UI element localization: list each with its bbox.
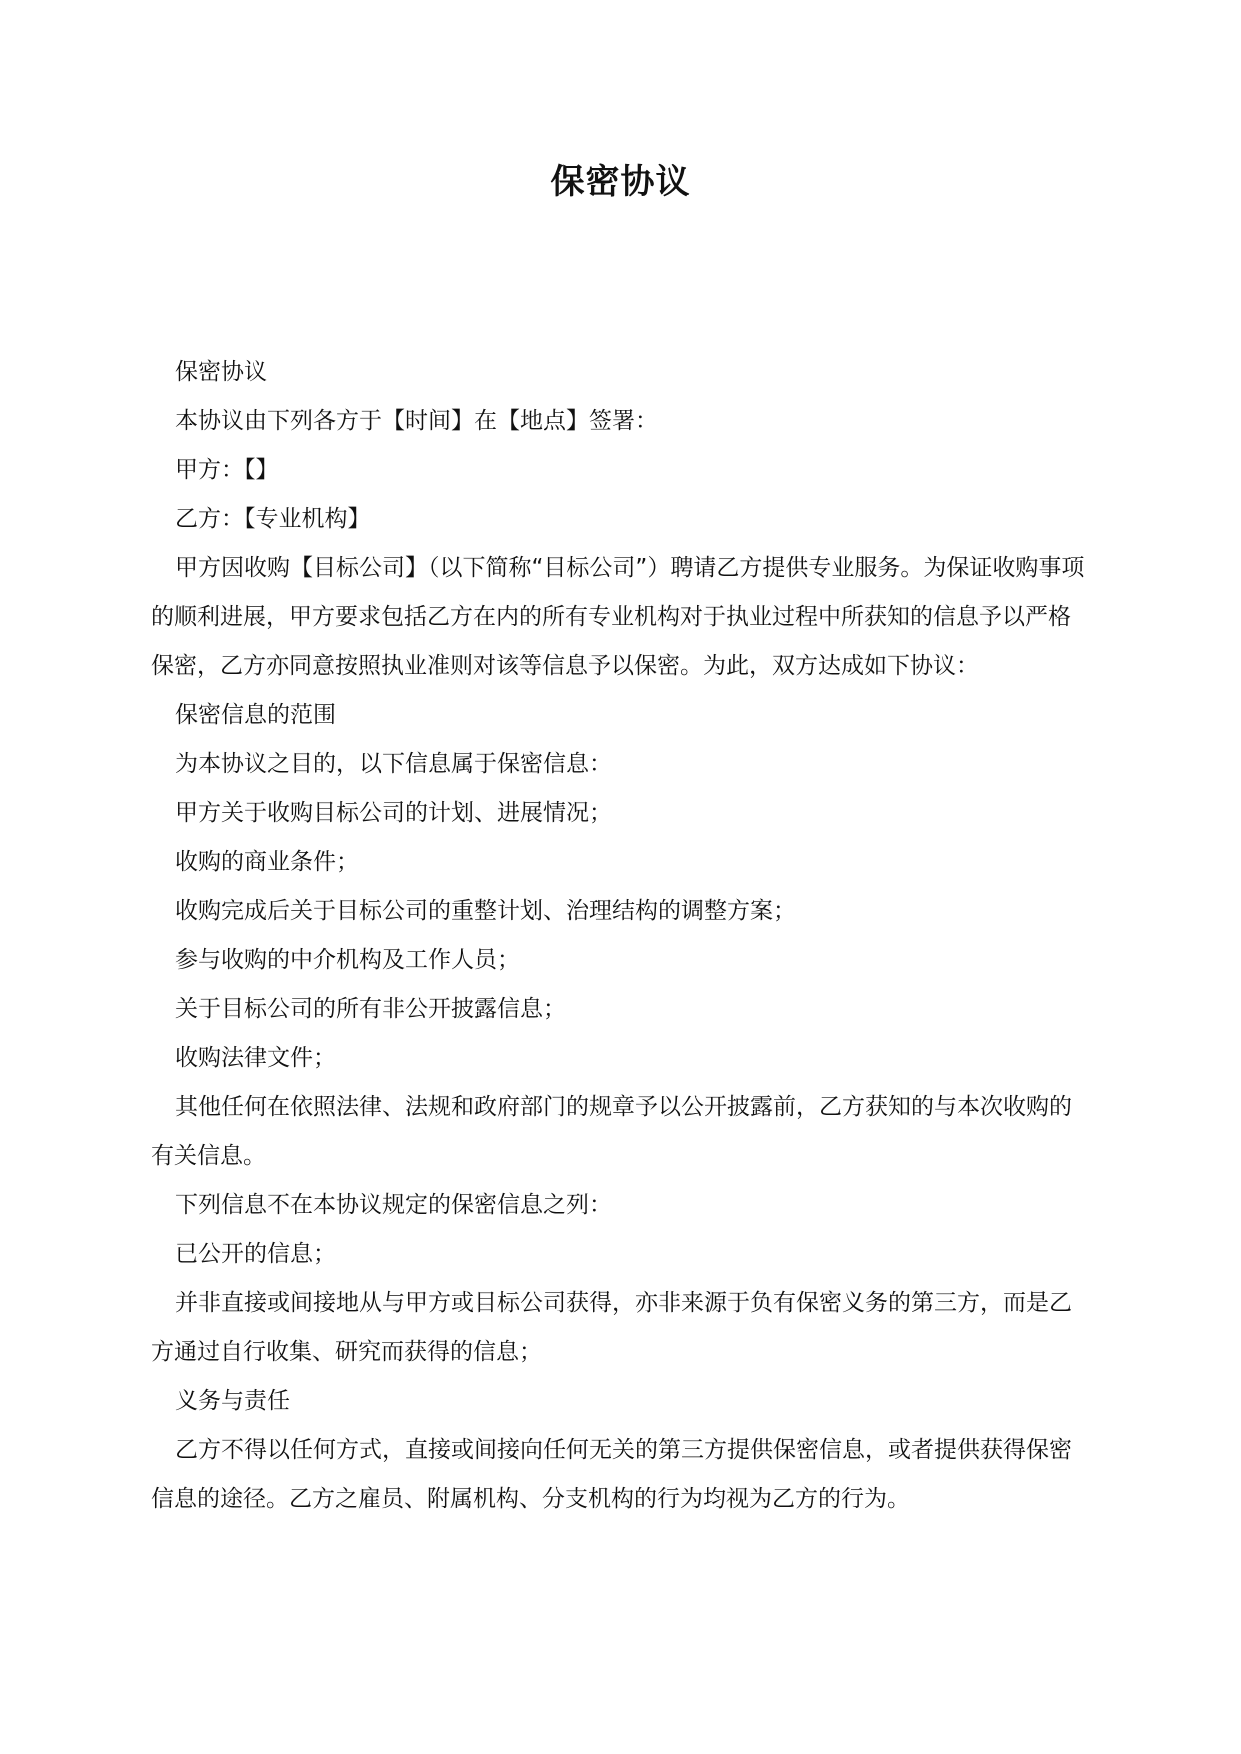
paragraph-party-b: 乙方：【专业机构】 bbox=[175, 506, 371, 532]
list-item: 并非直接或间接地从与甲方或目标公司获得，亦非来源于负有保密义务的第三方，而是乙方通过自行收集、研究而获得的信息； bbox=[151, 1290, 1072, 1365]
paragraph-party-a: 甲方：【】 bbox=[175, 457, 279, 483]
list-item: 收购的商业条件； bbox=[175, 849, 359, 875]
list-item: 已公开的信息； bbox=[175, 1241, 336, 1267]
section-heading-obligations: 义务与责任 bbox=[175, 1388, 290, 1414]
list-item: 参与收购的中介机构及工作人员； bbox=[175, 947, 520, 973]
paragraph-preamble: 甲方因收购【目标公司】（以下简称“目标公司”）聘请乙方提供专业服务。为保证收购事项的顺利进展，甲方要求包括乙方在内的所有专业机构对于执业过程中所获知的信息予以严格保密，乙方亦同意按照执业准则对该等信息予以保密。为此，双方达成如下协议： bbox=[151, 555, 1085, 679]
list-item: 收购法律文件； bbox=[175, 1045, 336, 1071]
document-body bbox=[151, 348, 1091, 1524]
paragraph-heading: 保密协议 bbox=[175, 359, 267, 385]
list-item: 关于目标公司的所有非公开披露信息； bbox=[175, 996, 566, 1022]
list-item: 其他任何在依照法律、法规和政府部门的规章予以公开披露前，乙方获知的与本次收购的有关信息。 bbox=[151, 1094, 1072, 1169]
paragraph-scope-intro: 为本协议之目的，以下信息属于保密信息： bbox=[175, 751, 612, 777]
section-heading-scope: 保密信息的范围 bbox=[175, 702, 336, 728]
paragraph-exclusions-intro: 下列信息不在本协议规定的保密信息之列： bbox=[175, 1192, 612, 1218]
list-item: 收购完成后关于目标公司的重整计划、治理结构的调整方案； bbox=[175, 898, 796, 924]
paragraph-signing-info: 本协议由下列各方于【时间】在【地点】签署： bbox=[175, 408, 658, 434]
paragraph-obligations: 乙方不得以任何方式，直接或间接向任何无关的第三方提供保密信息，或者提供获得保密信息的途径。乙方之雇员、附属机构、分支机构的行为均视为乙方的行为。 bbox=[151, 1437, 1072, 1512]
list-item: 甲方关于收购目标公司的计划、进展情况； bbox=[175, 800, 612, 826]
document-title: 保密协议 bbox=[550, 162, 691, 202]
